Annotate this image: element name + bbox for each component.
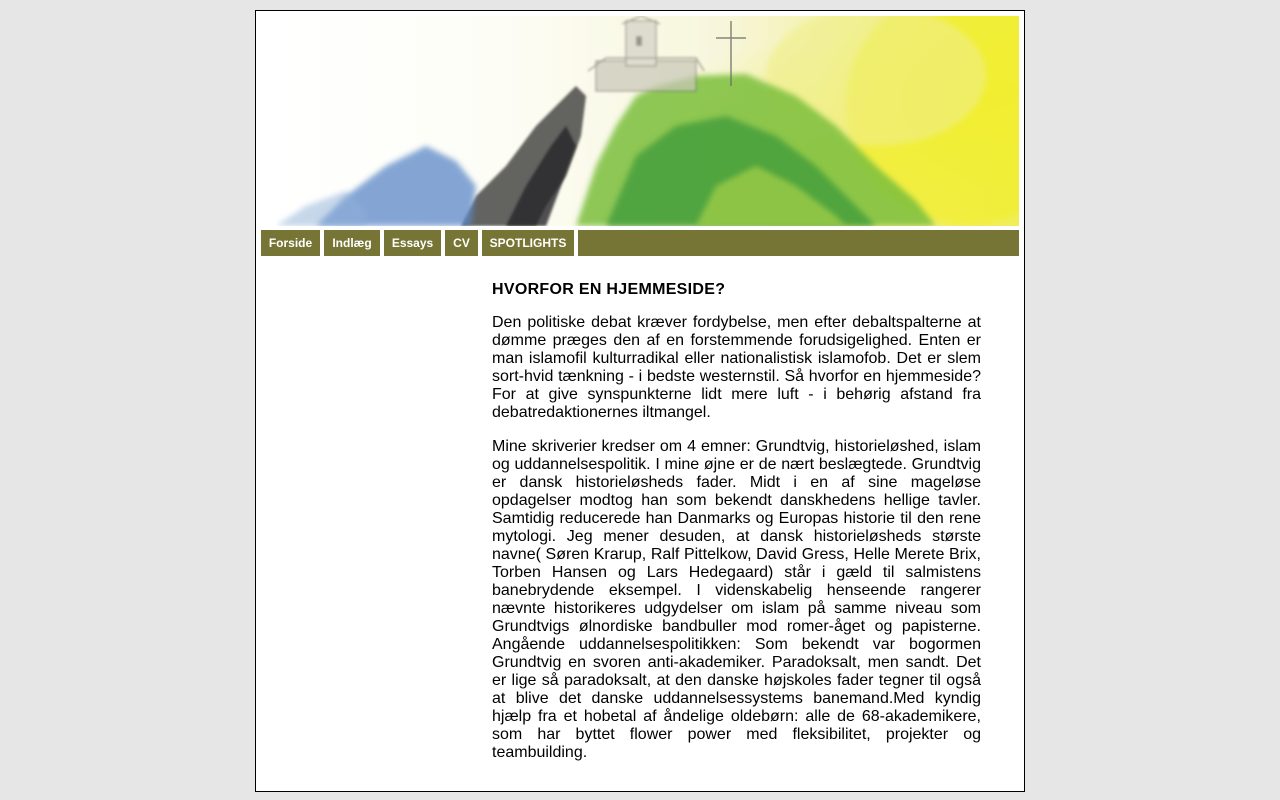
article-title: HVORFOR EN HJEMMESIDE? bbox=[492, 281, 726, 298]
article-paragraph: Den politiske debat kræver fordybelse, men efter debaltspalterne at dømme præges den af en forstemmende forudsigelighed. Enten er man islamofil kulturradikal eller nationalistisk islamofob. Det er slem sort-hvid tænkning - i bedste westernstil. Så hvorfor en hjemmeside? For at give synspunkterne lidt mere luft - i behørig afstand fra debatredaktionernes iltmangel. bbox=[492, 314, 981, 421]
nav-item-indlaeg[interactable]: Indlæg bbox=[324, 230, 380, 256]
page-container bbox=[255, 10, 1025, 792]
nav-item-forside[interactable]: Forside bbox=[261, 230, 320, 256]
nav-bar-filler bbox=[578, 230, 1019, 256]
nav-item-cv[interactable]: CV bbox=[445, 230, 478, 256]
header-banner-image bbox=[276, 16, 1019, 226]
nav-item-essays[interactable]: Essays bbox=[384, 230, 441, 256]
article-content bbox=[492, 281, 981, 778]
article-paragraph: Mine skriverier kredser om 4 emner: Grundtvig, historieløshed, islam og uddannelsespolitik. I mine øjne er de nært beslægtede. Grundtvig er dansk historieløsheds fader. Midt i en af sine mageløse opdagelser modtog han som bekendt danskhedens hellige tavler. Samtidig reducerede han Danmarks og Europas historie til den rene mytologi. Jeg mener desuden, at dansk historieløsheds største navne( Søren Krarup, Ralf Pittelkow, David Gress, Helle Merete Brix, Torben Hansen og Lars Hedegaard) står i gæld til salmistens banebrydende eksempel. I videnskabelig henseende rangerer nævnte historikeres udgydelser om islam på samme niveau som Grundtvigs ølnordiske bandbuller mod romer-åget og papisterne. Angående uddannelsespolitikken: Som bekendt var bogormen Grundtvig en svoren anti-akademiker. Paradoksalt, men sandt. Det er lige så paradoksalt, at den danske højskoles fader tegner til også at blive det danske uddannelsessystems banemand.Med kyndig hjælp fra et hobetal af åndelige oldebørn: alle de 68-akademikere, som har byttet flower power med fleksibilitet, projekter og teambuilding. bbox=[492, 438, 981, 761]
main-navigation bbox=[261, 230, 1019, 256]
watercolor-landscape-image bbox=[276, 16, 1019, 226]
nav-item-spotlights[interactable]: SPOTLIGHTS bbox=[482, 230, 574, 256]
